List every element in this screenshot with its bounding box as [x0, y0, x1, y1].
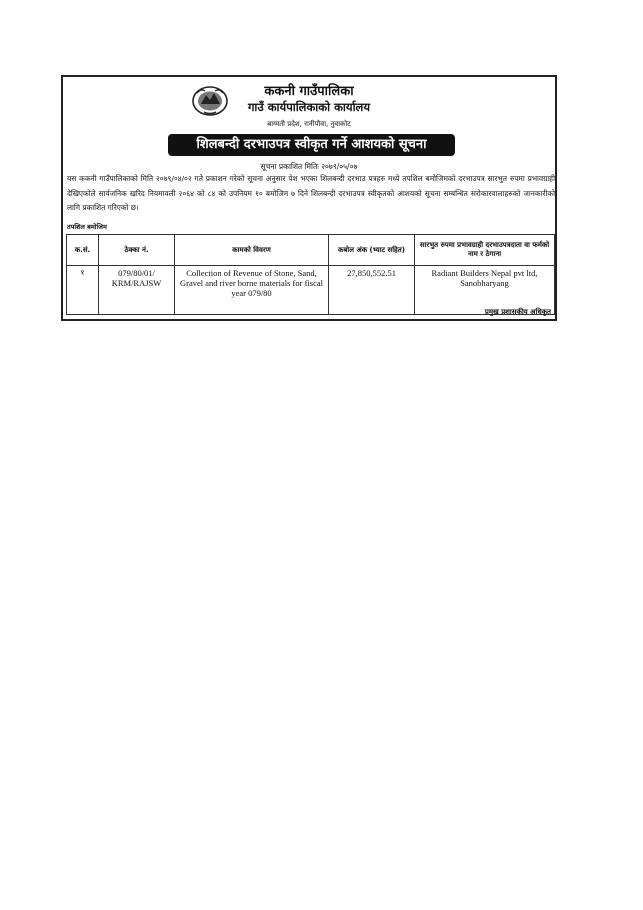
- notice-title-banner: शिलबन्दी दरभाउपत्र स्वीकृत गर्ने आशयको सूचना: [168, 134, 455, 156]
- cell-contract-no: 079/80/01/ KRM/RAJSW: [99, 266, 175, 315]
- cell-bidder: Radiant Builders Nepal pvt ltd, Sanobharyang: [415, 266, 555, 315]
- bid-table: [66, 234, 555, 315]
- publish-date: सूचना प्रकाशित मितिः २०७९/०५/०७: [260, 162, 358, 171]
- col-header-sn: क.सं.: [67, 235, 99, 266]
- col-header-contract-no: ठेक्का नं.: [99, 235, 175, 266]
- col-header-description: कामको विवरण: [175, 235, 329, 266]
- notice-paragraph: यस ककनी गाउँपालिकाको मिति २०७९/०४/०२ गते प्रकाशन गरेको सूचना अनुसार पेश भएका शिलबन्दी दरभाउ पत्रहरु मध्ये तपशिल बमोजिमको दरभाउपत्र सारभुत रुपमा प्रभावग्राही देखिएकोले सार्वजनिक खरिद नियमावली २०६४ को ८४ को उपनियम १० बमोजिम ७ दिने शिलबन्दी दरभाउपत्र स्वीकृतको आशयको सूचना सम्बन्धित सरोकारवालाहरुको जानकारीको लागि प्रकाशित गरिएको छ।: [67, 174, 555, 212]
- public-notice: [61, 75, 557, 321]
- cell-description: Collection of Revenue of Stone, Sand, Gravel and river borne materials for fiscal year 079/80: [175, 266, 329, 315]
- schedule-label: तपशिल बमोजिम: [67, 223, 107, 231]
- office-name: ककनी गाउँपालिका: [264, 84, 354, 99]
- office-address: बाग्मती प्रदेश, रानीपौवा, नुवाकोट: [267, 120, 351, 128]
- col-header-bidder: सारभुत रुपमा प्रभावग्राही दरभाउपत्रदाता वा फर्मको नाम र ठेगाना: [415, 235, 555, 266]
- signatory: प्रमुख प्रशासकीय अधिकृत: [484, 308, 551, 316]
- cell-amount: 27,850,552.51: [329, 266, 415, 315]
- table-header-row: [67, 235, 555, 266]
- table-row: [67, 266, 555, 315]
- cell-sn: १: [67, 266, 99, 315]
- col-header-amount: कबोल अंक (भ्याट सहित): [329, 235, 415, 266]
- office-subtitle: गाउँ कार्यपालिकाको कार्यालय: [247, 100, 371, 114]
